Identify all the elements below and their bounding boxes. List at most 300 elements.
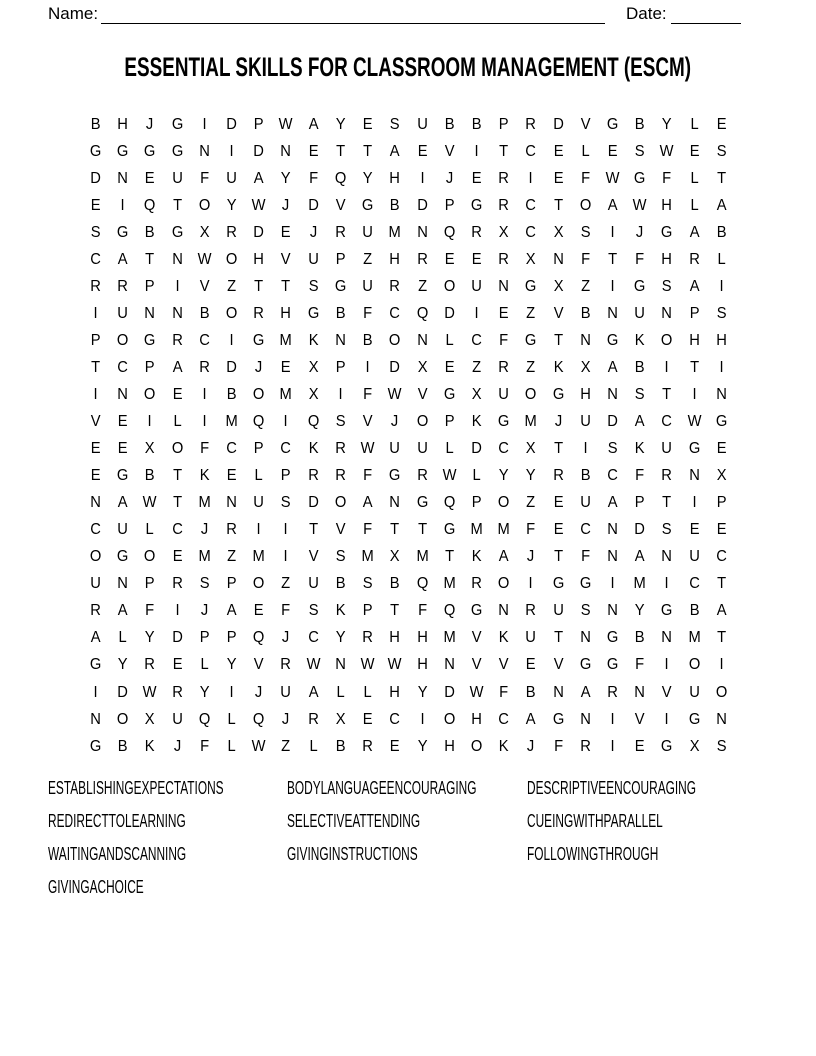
grid-letter: E bbox=[172, 385, 183, 403]
grid-letter: O bbox=[416, 413, 428, 431]
grid-letter: W bbox=[387, 656, 402, 674]
grid-letter: S bbox=[308, 602, 319, 620]
grid-letter: F bbox=[580, 250, 590, 268]
grid-letter: L bbox=[227, 710, 236, 728]
grid-letter: H bbox=[443, 737, 455, 755]
grid-letter: G bbox=[144, 331, 156, 349]
grid-letter: R bbox=[90, 602, 101, 620]
grid-letter: N bbox=[580, 710, 591, 728]
grid-letter: W bbox=[360, 440, 375, 458]
grid-letter: E bbox=[444, 250, 455, 268]
word-list-item bbox=[287, 805, 527, 838]
grid-letter: W bbox=[660, 142, 674, 160]
grid-letter: G bbox=[525, 277, 537, 295]
grid-letter: T bbox=[444, 548, 454, 566]
grid-letter: B bbox=[389, 575, 400, 593]
grid-letter: K bbox=[498, 737, 509, 755]
grid-letter: L bbox=[336, 683, 345, 701]
word-label: REDIRECTTOLEARNING bbox=[48, 811, 186, 831]
grid-letter: L bbox=[227, 737, 236, 755]
grid-letter: I bbox=[93, 304, 98, 322]
grid-letter: G bbox=[117, 142, 129, 160]
grid-letter: M bbox=[524, 413, 538, 431]
grid-letter: A bbox=[716, 602, 727, 620]
grid-letter: Q bbox=[443, 602, 456, 620]
grid-letter: K bbox=[498, 629, 509, 647]
grid-letter: H bbox=[253, 250, 265, 268]
grid-letter: Q bbox=[443, 494, 456, 512]
grid-letter: B bbox=[444, 115, 455, 133]
grid-letter: X bbox=[199, 223, 210, 241]
grid-letter: N bbox=[199, 142, 210, 160]
grid-letter: F bbox=[199, 169, 209, 187]
grid-letter: V bbox=[90, 413, 101, 431]
grid-letter: T bbox=[553, 548, 563, 566]
grid-letter: M bbox=[443, 575, 456, 593]
grid-letter: G bbox=[253, 331, 265, 349]
grid-letter: R bbox=[525, 115, 537, 133]
grid-letter: C bbox=[389, 304, 401, 322]
grid-letter: C bbox=[607, 467, 618, 485]
grid-letter: F bbox=[635, 656, 645, 674]
grid-letter: D bbox=[443, 304, 455, 322]
grid-letter: U bbox=[471, 277, 482, 295]
grid-letter: Q bbox=[416, 304, 428, 322]
grid-letter: U bbox=[362, 277, 373, 295]
grid-letter: G bbox=[171, 142, 183, 160]
grid-letter: J bbox=[445, 169, 453, 187]
grid-letter: B bbox=[117, 737, 128, 755]
grid-letter: E bbox=[253, 602, 264, 620]
grid-letter: D bbox=[307, 494, 319, 512]
grid-letter: E bbox=[689, 521, 700, 539]
grid-letter: U bbox=[307, 575, 319, 593]
grid-letter: O bbox=[117, 710, 129, 728]
grid-letter: A bbox=[226, 602, 237, 620]
grid-letter: V bbox=[553, 304, 564, 322]
grid-letter: W bbox=[251, 737, 266, 755]
grid-letter: J bbox=[527, 737, 535, 755]
grid-letter: I bbox=[202, 413, 207, 431]
word-list-item bbox=[527, 838, 783, 871]
grid-letter: I bbox=[610, 737, 615, 755]
grid-letter: S bbox=[634, 385, 645, 403]
grid-letter: X bbox=[553, 277, 564, 295]
grid-letter: T bbox=[91, 358, 101, 376]
grid-letter: J bbox=[146, 115, 154, 133]
grid-letter: G bbox=[606, 115, 619, 133]
grid-letter: G bbox=[497, 413, 510, 431]
grid-letter: I bbox=[692, 385, 697, 403]
grid-letter: F bbox=[662, 169, 672, 187]
grid-letter: D bbox=[552, 115, 564, 133]
grid-letter: B bbox=[362, 331, 373, 349]
grid-letter: T bbox=[172, 196, 182, 214]
grid-letter: R bbox=[144, 656, 156, 674]
grid-letter: M bbox=[361, 548, 374, 566]
grid-letter: Y bbox=[417, 683, 428, 701]
grid-letter: H bbox=[661, 196, 673, 214]
grid-letter: E bbox=[172, 548, 183, 566]
grid-letter: A bbox=[117, 250, 128, 268]
grid-letter: P bbox=[362, 602, 373, 620]
grid-letter: J bbox=[527, 548, 535, 566]
grid-letter: P bbox=[634, 494, 645, 512]
grid-letter: U bbox=[171, 710, 183, 728]
grid-letter: J bbox=[200, 521, 209, 539]
grid-letter: E bbox=[553, 521, 564, 539]
grid-letter: U bbox=[688, 683, 700, 701]
grid-letter: Y bbox=[335, 115, 346, 133]
grid-letter: N bbox=[552, 250, 564, 268]
grid-letter: G bbox=[307, 304, 319, 322]
grid-letter: U bbox=[688, 548, 700, 566]
grid-letter: I bbox=[692, 494, 697, 512]
grid-letter: F bbox=[199, 440, 209, 458]
grid-letter: G bbox=[470, 602, 483, 620]
grid-letter: A bbox=[389, 142, 400, 160]
grid-letter: O bbox=[198, 196, 211, 214]
grid-letter: N bbox=[498, 277, 510, 295]
grid-letter: I bbox=[175, 602, 180, 620]
grid-letter: E bbox=[689, 142, 700, 160]
grid-letter: E bbox=[90, 440, 101, 458]
grid-letter: X bbox=[145, 710, 155, 728]
grid-letter: Y bbox=[281, 169, 291, 187]
grid-letter: F bbox=[281, 602, 291, 620]
grid-letter: D bbox=[471, 440, 482, 458]
grid-letter: X bbox=[145, 440, 155, 458]
grid-letter: D bbox=[90, 169, 101, 187]
grid-letter: I bbox=[229, 683, 234, 701]
grid-letter: U bbox=[525, 629, 537, 647]
grid-letter: Q bbox=[334, 169, 347, 187]
name-field-line bbox=[101, 6, 605, 24]
grid-letter: F bbox=[417, 602, 427, 620]
grid-letter: S bbox=[662, 521, 672, 539]
grid-letter: C bbox=[280, 440, 292, 458]
grid-letter: O bbox=[171, 440, 183, 458]
word-list bbox=[48, 772, 778, 904]
grid-letter: E bbox=[389, 737, 400, 755]
grid-letter: E bbox=[526, 656, 536, 674]
grid-letter: O bbox=[225, 304, 238, 322]
grid-letter: K bbox=[308, 440, 319, 458]
grid-letter: E bbox=[471, 169, 482, 187]
grid-letter: J bbox=[282, 710, 290, 728]
grid-letter: W bbox=[360, 656, 375, 674]
grid-letter: A bbox=[117, 494, 128, 512]
word-list-item bbox=[527, 772, 783, 805]
grid-letter: N bbox=[389, 494, 401, 512]
grid-letter: Q bbox=[253, 629, 265, 647]
grid-letter: G bbox=[606, 656, 619, 674]
grid-letter: Y bbox=[145, 629, 155, 647]
grid-letter: J bbox=[282, 629, 290, 647]
grid-letter: N bbox=[661, 548, 673, 566]
grid-letter: T bbox=[716, 629, 726, 647]
grid-letter: P bbox=[199, 629, 210, 647]
grid-letter: G bbox=[171, 115, 183, 133]
grid-letter: V bbox=[308, 548, 319, 566]
grid-letter: F bbox=[499, 683, 509, 701]
grid-letter: S bbox=[580, 602, 591, 620]
grid-letter: N bbox=[90, 494, 101, 512]
grid-letter: Y bbox=[199, 683, 210, 701]
grid-letter: N bbox=[226, 494, 237, 512]
date-label: Date: bbox=[626, 4, 667, 23]
grid-letter: S bbox=[335, 548, 346, 566]
grid-letter: S bbox=[716, 304, 727, 322]
grid-letter: I bbox=[202, 385, 207, 403]
grid-letter: I bbox=[93, 683, 98, 701]
grid-letter: I bbox=[719, 358, 724, 376]
grid-letter: E bbox=[117, 440, 128, 458]
grid-letter: G bbox=[525, 331, 537, 349]
word-label: SELECTIVEATTENDING bbox=[287, 811, 421, 831]
grid-letter: V bbox=[444, 142, 455, 160]
grid-letter: C bbox=[716, 548, 727, 566]
grid-letter: I bbox=[664, 656, 670, 674]
grid-letter: A bbox=[362, 494, 373, 512]
grid-letter: Y bbox=[662, 115, 672, 133]
grid-letter: O bbox=[579, 196, 592, 214]
word-list-item bbox=[527, 805, 783, 838]
grid-letter: X bbox=[417, 358, 428, 376]
grid-letter: U bbox=[416, 440, 428, 458]
grid-letter: N bbox=[688, 467, 700, 485]
grid-letter: L bbox=[363, 683, 372, 701]
grid-letter: R bbox=[226, 223, 237, 241]
grid-letter: N bbox=[661, 629, 673, 647]
grid-letter: D bbox=[226, 358, 237, 376]
grid-letter: F bbox=[363, 304, 373, 322]
grid-letter: B bbox=[634, 358, 645, 376]
grid-letter: I bbox=[229, 331, 234, 349]
grid-letter: L bbox=[118, 629, 127, 647]
name-label: Name: bbox=[48, 4, 99, 23]
grid-letter: I bbox=[338, 385, 343, 403]
grid-letter: Z bbox=[472, 358, 482, 376]
grid-letter: R bbox=[580, 737, 591, 755]
grid-letter: G bbox=[89, 142, 102, 160]
grid-letter: B bbox=[335, 304, 346, 322]
grid-letter: M bbox=[388, 223, 402, 241]
grid-letter: L bbox=[717, 250, 726, 268]
grid-letter: A bbox=[607, 494, 618, 512]
grid-letter: A bbox=[689, 223, 700, 241]
grid-letter: I bbox=[202, 115, 207, 133]
grid-letter: S bbox=[580, 223, 591, 241]
grid-letter: K bbox=[471, 548, 482, 566]
grid-letter: I bbox=[474, 304, 479, 322]
grid-letter: Y bbox=[226, 196, 237, 214]
grid-letter: N bbox=[171, 250, 183, 268]
grid-letter: T bbox=[254, 277, 264, 295]
grid-letter: T bbox=[390, 602, 400, 620]
grid-letter: L bbox=[254, 467, 263, 485]
grid-letter: O bbox=[443, 710, 456, 728]
grid-letter: I bbox=[664, 710, 670, 728]
grid-letter: Y bbox=[362, 169, 373, 187]
grid-letter: J bbox=[255, 683, 263, 701]
grid-letter: R bbox=[471, 575, 482, 593]
grid-letter: R bbox=[498, 358, 510, 376]
grid-letter: X bbox=[471, 385, 482, 403]
grid-letter: P bbox=[253, 115, 264, 133]
grid-letter: F bbox=[363, 467, 373, 485]
grid-letter: I bbox=[284, 521, 289, 539]
grid-letter: Q bbox=[443, 223, 456, 241]
grid-letter: E bbox=[417, 142, 428, 160]
grid-letter: E bbox=[90, 196, 101, 214]
grid-letter: K bbox=[553, 358, 564, 376]
word-label: FOLLOWINGTHROUGH bbox=[527, 844, 659, 864]
grid-letter: N bbox=[335, 331, 346, 349]
grid-letter: L bbox=[472, 467, 481, 485]
grid-letter: I bbox=[120, 196, 125, 214]
grid-letter: N bbox=[443, 656, 455, 674]
grid-letter: Z bbox=[363, 250, 373, 268]
grid-letter: O bbox=[470, 737, 483, 755]
grid-letter: G bbox=[606, 331, 619, 349]
grid-letter: J bbox=[200, 602, 209, 620]
grid-letter: E bbox=[498, 304, 509, 322]
grid-letter: A bbox=[716, 196, 727, 214]
grid-letter: R bbox=[253, 304, 265, 322]
word-list-column bbox=[48, 772, 287, 904]
word-label: DESCRIPTIVEENCOURAGING bbox=[527, 778, 696, 798]
grid-letter: E bbox=[145, 169, 155, 187]
word-list-item bbox=[48, 805, 287, 838]
grid-letter: G bbox=[634, 169, 646, 187]
grid-letter: N bbox=[607, 521, 618, 539]
grid-letter: V bbox=[253, 656, 264, 674]
grid-letter: F bbox=[308, 169, 318, 187]
grid-letter: U bbox=[117, 521, 129, 539]
grid-letter: O bbox=[334, 494, 347, 512]
grid-letter: P bbox=[689, 304, 700, 322]
grid-letter: L bbox=[200, 656, 209, 674]
word-label: WAITINGANDSCANNING bbox=[48, 844, 187, 864]
grid-letter: E bbox=[90, 467, 101, 485]
grid-letter: C bbox=[688, 575, 700, 593]
grid-letter: A bbox=[172, 358, 183, 376]
grid-letter: D bbox=[226, 115, 237, 133]
grid-letter: Y bbox=[417, 737, 428, 755]
grid-letter: D bbox=[607, 413, 618, 431]
grid-letter: C bbox=[498, 710, 510, 728]
grid-letter: H bbox=[117, 115, 129, 133]
grid-letter: U bbox=[117, 304, 129, 322]
grid-letter: N bbox=[498, 602, 510, 620]
grid-letter: W bbox=[442, 467, 457, 485]
grid-letter: E bbox=[308, 142, 319, 160]
word-label: BODYLANGUAGEENCOURAGING bbox=[287, 778, 477, 798]
grid-letter: R bbox=[498, 250, 510, 268]
grid-letter: G bbox=[552, 385, 564, 403]
grid-letter: D bbox=[253, 142, 265, 160]
word-list-item bbox=[48, 838, 287, 871]
grid-letter: G bbox=[470, 196, 483, 214]
grid-letter: A bbox=[526, 710, 536, 728]
grid-letter: A bbox=[689, 277, 700, 295]
grid-letter: G bbox=[117, 548, 129, 566]
grid-letter: A bbox=[117, 602, 128, 620]
word-label: GIVINGACHOICE bbox=[48, 877, 144, 897]
grid-letter: K bbox=[634, 440, 645, 458]
grid-letter: O bbox=[525, 385, 537, 403]
grid-letter: J bbox=[255, 358, 263, 376]
word-list-item bbox=[287, 838, 527, 871]
grid-letter: Y bbox=[526, 467, 536, 485]
grid-letter: M bbox=[252, 548, 265, 566]
grid-letter: C bbox=[580, 521, 591, 539]
grid-letter: L bbox=[445, 331, 454, 349]
grid-letter: D bbox=[389, 358, 401, 376]
grid-letter: Q bbox=[253, 710, 265, 728]
grid-letter: A bbox=[580, 683, 591, 701]
grid-letter: P bbox=[281, 467, 291, 485]
grid-letter: F bbox=[499, 331, 509, 349]
grid-letter: R bbox=[335, 223, 346, 241]
grid-letter: I bbox=[229, 142, 234, 160]
grid-letter: C bbox=[90, 250, 101, 268]
grid-letter: W bbox=[143, 683, 157, 701]
grid-letter: U bbox=[416, 115, 428, 133]
grid-letter: V bbox=[335, 196, 346, 214]
grid-letter: M bbox=[198, 548, 211, 566]
grid-letter: O bbox=[389, 331, 401, 349]
grid-letter: R bbox=[171, 683, 183, 701]
grid-letter: N bbox=[552, 683, 564, 701]
grid-letter: H bbox=[416, 656, 428, 674]
grid-letter: G bbox=[715, 413, 728, 431]
grid-letter: J bbox=[309, 223, 317, 241]
grid-letter: B bbox=[580, 467, 591, 485]
grid-letter: O bbox=[225, 250, 238, 268]
grid-letter: G bbox=[661, 223, 673, 241]
grid-letter: S bbox=[362, 575, 373, 593]
grid-letter: C bbox=[525, 223, 537, 241]
grid-letter: N bbox=[280, 142, 292, 160]
grid-letter: X bbox=[389, 548, 400, 566]
grid-letter: N bbox=[117, 575, 129, 593]
grid-letter: O bbox=[144, 548, 156, 566]
grid-letter: U bbox=[226, 169, 237, 187]
grid-letter: F bbox=[145, 602, 155, 620]
grid-letter: U bbox=[580, 494, 591, 512]
grid-letter: P bbox=[716, 494, 727, 512]
grid-letter: R bbox=[199, 358, 210, 376]
grid-letter: N bbox=[607, 304, 618, 322]
grid-letter: R bbox=[362, 737, 373, 755]
grid-letter: K bbox=[308, 331, 319, 349]
grid-letter: L bbox=[581, 142, 590, 160]
grid-letter: P bbox=[226, 629, 237, 647]
grid-letter: N bbox=[580, 331, 591, 349]
grid-letter: P bbox=[335, 250, 346, 268]
grid-letter: M bbox=[497, 521, 510, 539]
grid-letter: J bbox=[554, 413, 562, 431]
grid-letter: G bbox=[334, 277, 347, 295]
grid-letter: U bbox=[280, 683, 292, 701]
grid-letter: B bbox=[689, 602, 700, 620]
grid-letter: A bbox=[634, 413, 645, 431]
grid-letter: P bbox=[471, 494, 482, 512]
grid-letter: N bbox=[416, 331, 428, 349]
date-field-line bbox=[671, 6, 741, 24]
